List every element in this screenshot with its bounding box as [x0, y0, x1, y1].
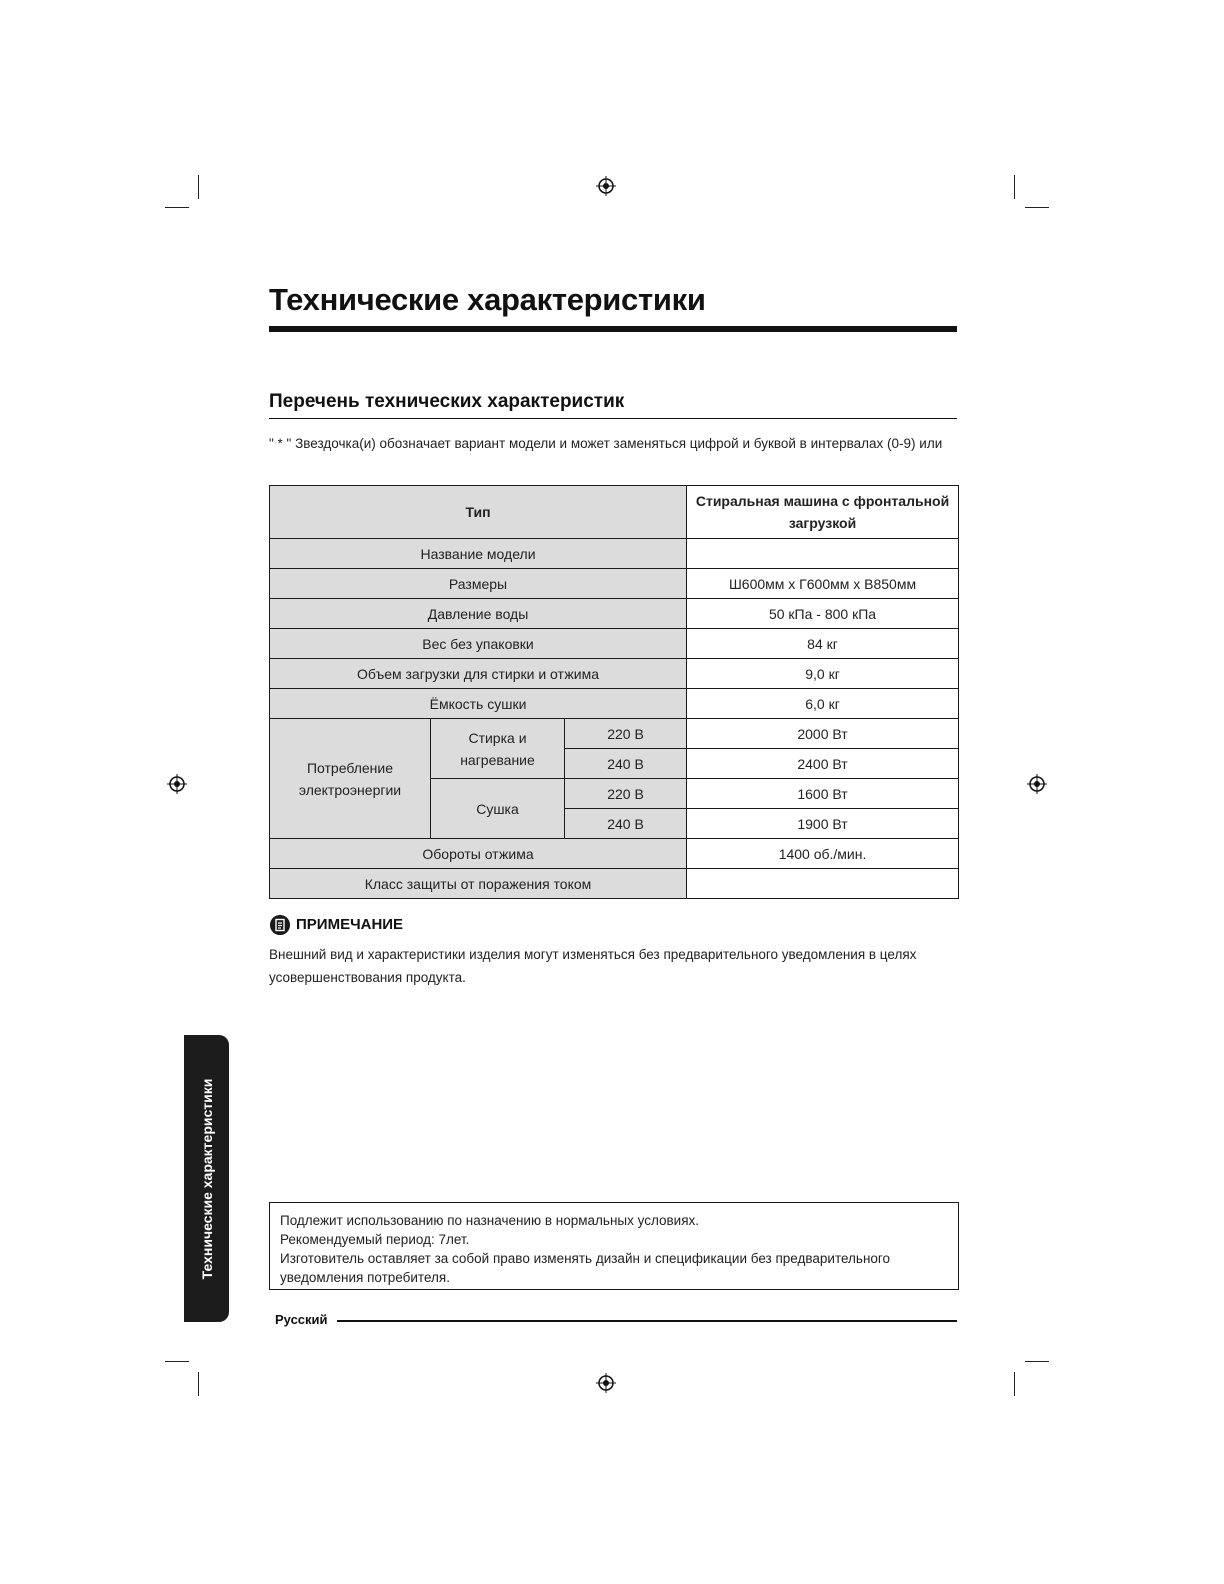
- section-heading: Перечень технических характеристик: [269, 391, 625, 412]
- title-divider: [269, 326, 957, 332]
- row-label: Обороты отжима: [270, 839, 687, 869]
- crop-mark: [1014, 175, 1015, 199]
- table-row: [270, 719, 959, 749]
- table-row: [270, 839, 959, 869]
- info-line: Подлежит использованию по назначению в нормальных условиях.: [280, 1213, 700, 1228]
- side-tab-label: Технические характеристики: [198, 1078, 215, 1279]
- registration-mark-icon: [596, 1373, 616, 1393]
- specs-table: [269, 485, 959, 899]
- row-value: [687, 869, 959, 899]
- registration-mark-icon: [167, 774, 187, 794]
- table-header-row: [270, 486, 959, 539]
- registration-mark-icon: [596, 176, 616, 196]
- power-label: Потребление электроэнергии: [270, 719, 431, 839]
- row-label: Размеры: [270, 569, 687, 599]
- table-row: [270, 569, 959, 599]
- crop-mark: [1025, 1361, 1049, 1362]
- info-line: уведомления потребителя.: [280, 1270, 450, 1285]
- info-box: [269, 1202, 959, 1290]
- registration-mark-icon: [1027, 774, 1047, 794]
- crop-mark: [165, 207, 189, 208]
- crop-mark: [165, 1361, 189, 1362]
- side-tab: [184, 1035, 229, 1322]
- row-value: 1400 об./мин.: [687, 839, 959, 869]
- table-row: [270, 869, 959, 899]
- row-label: Вес без упаковки: [270, 629, 687, 659]
- voltage-label: 220 В: [565, 779, 687, 809]
- table-row: [270, 539, 959, 569]
- power-value: 2000 Вт: [687, 719, 959, 749]
- power-value: 1600 Вт: [687, 779, 959, 809]
- voltage-label: 240 В: [565, 809, 687, 839]
- row-label: Название модели: [270, 539, 687, 569]
- row-value: 9,0 кг: [687, 659, 959, 689]
- row-label: Класс защиты от поражения током: [270, 869, 687, 899]
- table-row: [270, 599, 959, 629]
- power-value: 1900 Вт: [687, 809, 959, 839]
- header-type-label: Тип: [270, 486, 687, 539]
- row-value: 50 кПа - 800 кПа: [687, 599, 959, 629]
- power-mode-label: Сушка: [431, 779, 565, 839]
- footer-language: Русский: [275, 1312, 328, 1327]
- info-line: Рекомендуемый период: 7лет.: [280, 1232, 470, 1247]
- crop-mark: [198, 1372, 199, 1396]
- info-line: Изготовитель оставляет за собой право изменять дизайн и спецификации без предварительного: [280, 1251, 891, 1266]
- voltage-label: 220 В: [565, 719, 687, 749]
- table-row: [270, 629, 959, 659]
- row-value: 84 кг: [687, 629, 959, 659]
- crop-mark: [198, 175, 199, 199]
- crop-mark: [1014, 1372, 1015, 1396]
- power-mode-label: Стирка и нагревание: [431, 719, 565, 779]
- power-value: 2400 Вт: [687, 749, 959, 779]
- note-text: Внешний вид и характеристики изделия могут изменяться без предварительного уведомления в целях усовершенствования продукта.: [269, 947, 917, 985]
- page-title: Технические характеристики: [269, 282, 706, 317]
- table-row: [270, 689, 959, 719]
- row-value: Ш600мм x Г600мм x В850мм: [687, 569, 959, 599]
- crop-mark: [1025, 207, 1049, 208]
- asterisk-note: " * " Звездочка(и) обозначает вариант модели и может заменяться цифрой и буквой в интервалах (0-9) или: [269, 436, 943, 451]
- header-type-value: Стиральная машина с фронтальной загрузкой: [687, 486, 959, 539]
- section-divider: [269, 418, 957, 419]
- note-icon: [270, 915, 290, 935]
- row-value: [687, 539, 959, 569]
- row-label: Давление воды: [270, 599, 687, 629]
- table-row: [270, 659, 959, 689]
- row-value: 6,0 кг: [687, 689, 959, 719]
- voltage-label: 240 В: [565, 749, 687, 779]
- row-label: Объем загрузки для стирки и отжима: [270, 659, 687, 689]
- footer-divider: [337, 1320, 957, 1322]
- row-label: Ёмкость сушки: [270, 689, 687, 719]
- note-label: ПРИМЕЧАНИЕ: [296, 916, 404, 933]
